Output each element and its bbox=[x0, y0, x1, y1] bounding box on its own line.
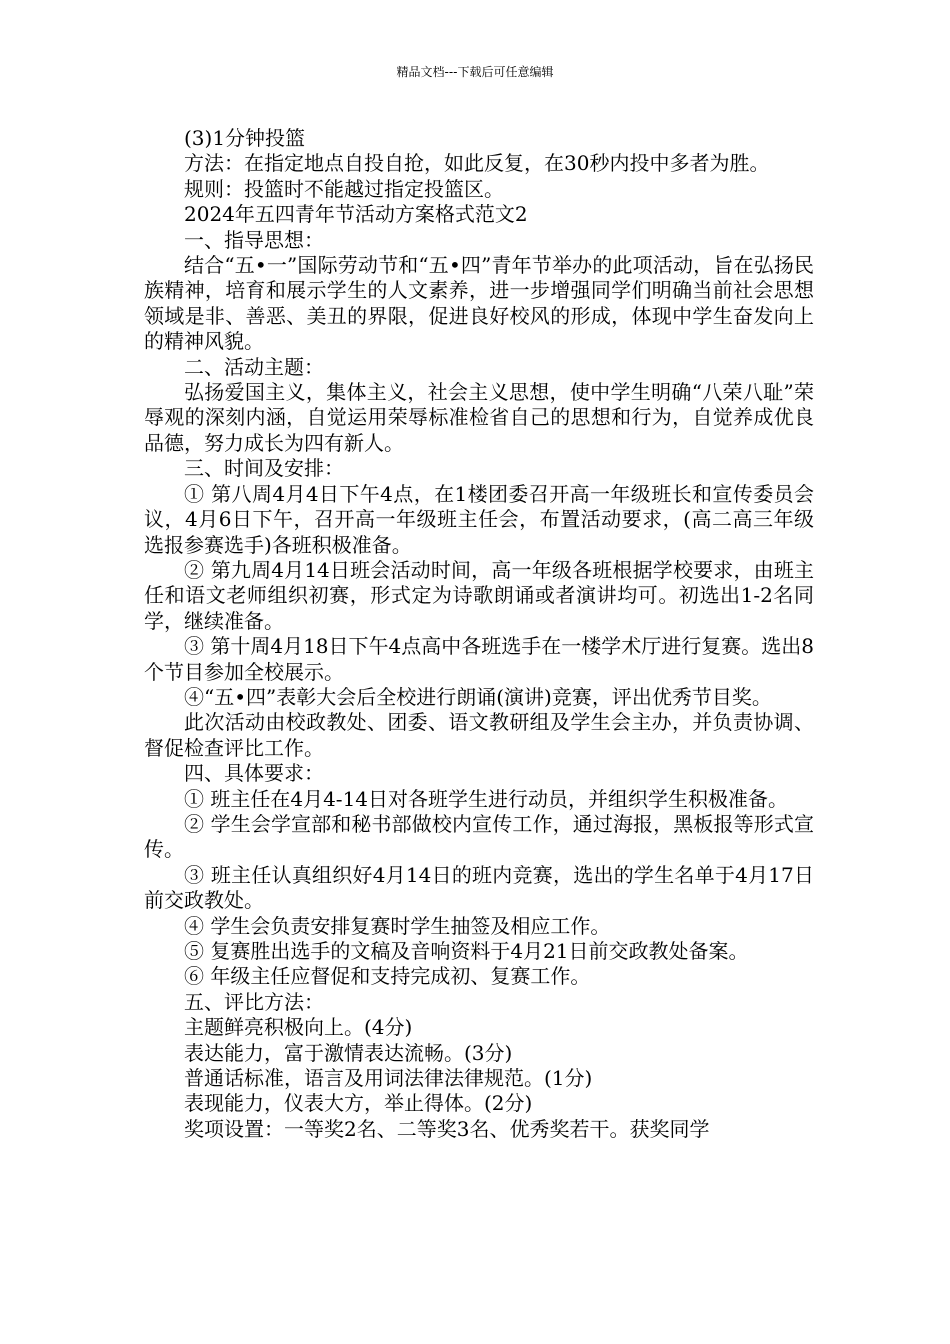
paragraph: 结合“五•一”国际劳动节和“五•四”青年节举办的此项活动，旨在弘扬民族精神，培育和展示学生的人文素养，进一步增强同学们明确当前社会思想领域是非、善恶、美丑的界限，促进良好校风的形成，体现中学生奋发向上的精神风貌。 bbox=[144, 253, 814, 354]
page-header: 精品文档---下载后可任意编辑 bbox=[396, 65, 554, 79]
list-item: ③ 第十周4月18日下午4点高中各班选手在一楼学术厅进行复赛。选出8个节目参加全校展示。 bbox=[144, 634, 814, 684]
list-item: ① 第八周4月4日下午4点，在1楼团委召开高一年级班长和宣传委员会议，4月6日下午，召开高一年级班主任会，布置活动要求，(高二高三年级选报参赛选手)各班积极准备。 bbox=[144, 481, 814, 557]
section-heading: 四、具体要求： bbox=[184, 761, 324, 786]
paragraph: 普通话标准，语言及用词法律法律规范。(1分) bbox=[184, 1066, 593, 1091]
list-item: ② 学生会学宣部和秘书部做校内宣传工作，通过海报，黑板报等形式宣传。 bbox=[144, 811, 814, 862]
paragraph: 弘扬爱国主义，集体主义，社会主义思想，使中学生明确“八荣八耻”荣辱观的深刻内涵，自觉运用荣辱标准检省自己的思想和行为，自觉养成优良品德，努力成长为四有新人。 bbox=[144, 380, 814, 455]
list-item: ④“五•四”表彰大会后全校进行朗诵(演讲)竞赛，评出优秀节目奖。 bbox=[184, 684, 772, 709]
section-title: 2024年五四青年节活动方案格式范文2 bbox=[184, 202, 528, 227]
document-body bbox=[144, 126, 814, 1142]
list-item: ① 班主任在4月4-14日对各班学生进行动员，并组织学生积极准备。 bbox=[184, 786, 789, 811]
section-heading: 二、活动主题： bbox=[184, 354, 324, 379]
list-item: ③ 班主任认真组织好4月14日的班内竞赛，选出的学生名单于4月17日前交政教处。 bbox=[144, 862, 814, 913]
list-item: ⑤ 复赛胜出选手的文稿及音响资料于4月21日前交政教处备案。 bbox=[184, 939, 749, 963]
paragraph: 奖项设置：一等奖2名、二等奖3名、优秀奖若干。获奖同学 bbox=[184, 1116, 710, 1141]
section-heading: 三、时间及安排： bbox=[184, 456, 344, 481]
paragraph: 方法：在指定地点自投自抢，如此反复，在30秒内投中多者为胜。 bbox=[184, 151, 770, 176]
paragraph: 主题鲜亮积极向上。(4分) bbox=[184, 1015, 413, 1040]
paragraph: 表达能力，富于激情表达流畅。(3分) bbox=[184, 1040, 513, 1065]
section-heading: 一、指导思想： bbox=[184, 227, 324, 252]
paragraph: 表现能力，仪表大方，举止得体。(2分) bbox=[184, 1091, 533, 1116]
paragraph: 此次活动由校政教处、团委、语文教研组及学生会主办，并负责协调、督促检查评比工作。 bbox=[144, 710, 814, 760]
list-item: ② 第九周4月14日班会活动时间，高一年级各班根据学校要求，由班主任和语文老师组织初赛，形式定为诗歌朗诵或者演讲均可。初选出1-2名同学，继续准备。 bbox=[144, 557, 814, 633]
list-item: ⑥ 年级主任应督促和支持完成初、复赛工作。 bbox=[184, 964, 591, 989]
paragraph: 规则：投篮时不能越过指定投篮区。 bbox=[184, 176, 504, 201]
list-item: ④ 学生会负责安排复赛时学生抽签及相应工作。 bbox=[184, 913, 611, 938]
paragraph: (3)1分钟投篮 bbox=[184, 126, 306, 150]
section-heading: 五、评比方法： bbox=[184, 989, 324, 1014]
